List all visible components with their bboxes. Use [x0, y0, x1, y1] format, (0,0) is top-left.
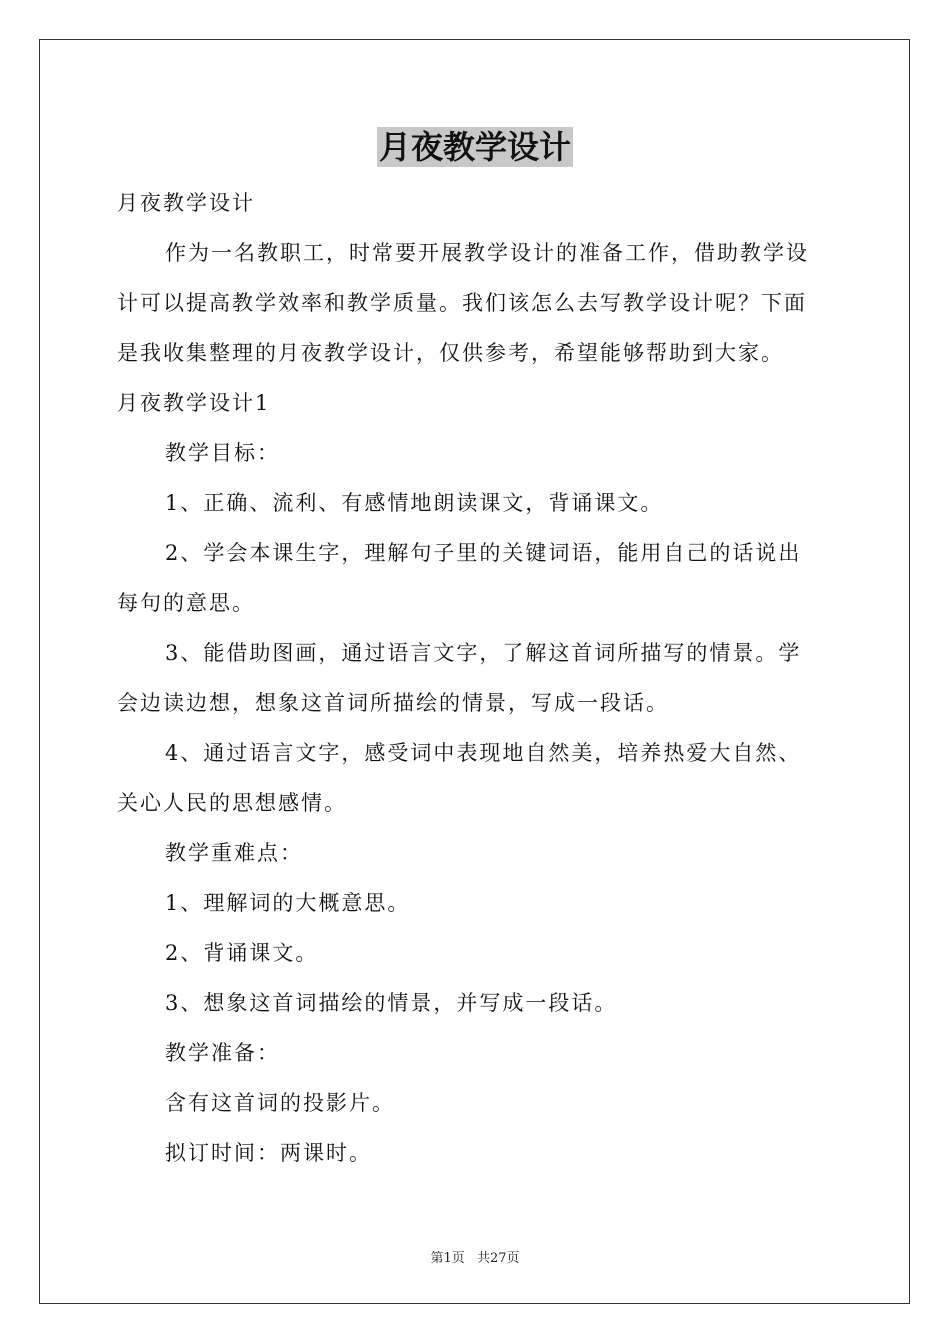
objective-3-line-1: 3、能借助图画，通过语言文字，了解这首词所描写的情景。学	[165, 641, 802, 665]
preparation-text: 含有这首词的投影片。	[165, 1091, 395, 1115]
section-heading: 月夜教学设计1	[117, 391, 271, 415]
intro-line-1: 作为一名教职工，时常要开展教学设计的准备工作，借助教学设	[165, 241, 809, 265]
objective-1: 1、正确、流利、有感情地朗读课文，背诵课文。	[165, 491, 664, 515]
document-body	[117, 178, 833, 1178]
key-point-1: 1、理解词的大概意思。	[165, 891, 411, 915]
objective-4-line-2: 关心人民的思想感情。	[117, 791, 347, 815]
intro-line-3: 是我收集整理的月夜教学设计，仅供参考，希望能够帮助到大家。	[117, 341, 784, 365]
key-points-heading: 教学重难点：	[165, 841, 303, 865]
key-point-2: 2、背诵课文。	[165, 941, 319, 965]
document-title: 月夜教学设计	[378, 128, 571, 166]
page-footer	[0, 1247, 950, 1266]
objectives-heading: 教学目标：	[165, 441, 280, 465]
objective-3-line-2: 会边读边想，想象这首词所描绘的情景，写成一段话。	[117, 691, 669, 715]
page-total: 共27页	[476, 1251, 520, 1266]
subtitle: 月夜教学设计	[117, 191, 255, 215]
key-point-3: 3、想象这首词描绘的情景，并写成一段话。	[165, 991, 618, 1015]
objective-2-line-2: 每句的意思。	[117, 591, 255, 615]
objective-4-line-1: 4、通过语言文字，感受词中表现地自然美，培养热爱大自然、	[165, 741, 802, 765]
objective-2-line-1: 2、学会本课生字，理解句子里的关键词语，能用自己的话说出	[165, 541, 802, 565]
intro-line-2: 计可以提高教学效率和教学质量。我们该怎么去写教学设计呢？下面	[117, 291, 807, 315]
title-container	[0, 127, 950, 167]
preparation-heading: 教学准备：	[165, 1041, 280, 1065]
page-number: 第1页	[430, 1251, 465, 1266]
schedule-text: 拟订时间：两课时。	[165, 1141, 372, 1165]
